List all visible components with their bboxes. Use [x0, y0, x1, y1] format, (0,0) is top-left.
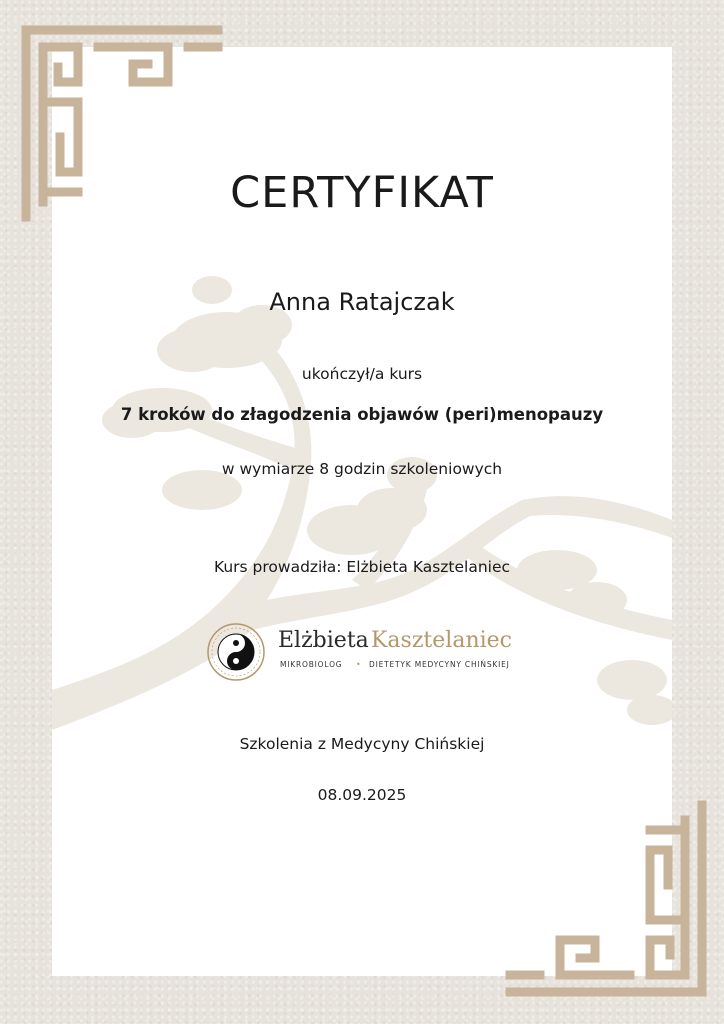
course-name: 7 kroków do złagodzenia objawów (peri)menopauzy — [120, 405, 604, 424]
school-name: Szkolenia z Medycyny Chińskiej — [239, 735, 485, 753]
recipient-name: Anna Ratajczak — [269, 288, 455, 316]
logo-subtitle-dietitian: DIETETYK MEDYCYNY CHIŃSKIEJ — [369, 660, 510, 669]
chinese-fret-corner-icon — [500, 800, 710, 1000]
logo-last-name: Kasztelaniec — [371, 628, 512, 653]
completion-intro: ukończył/a kurs — [301, 365, 423, 383]
instructor-line: Kurs prowadziła: Elżbieta Kasztelaniec — [213, 558, 511, 576]
instructor-logo — [206, 622, 526, 682]
course-hours: w wymiarze 8 godzin szkoleniowych — [221, 460, 503, 478]
logo-subtitle-microbiologist: MIKROBIOLOG — [280, 660, 343, 669]
logo-separator-dot: • — [356, 660, 361, 669]
certificate-date: 08.09.2025 — [317, 786, 407, 804]
certificate-title: CERTYFIKAT — [230, 168, 494, 218]
logo-first-name: Elżbieta — [278, 628, 369, 653]
yin-yang-logo-icon — [206, 622, 266, 682]
